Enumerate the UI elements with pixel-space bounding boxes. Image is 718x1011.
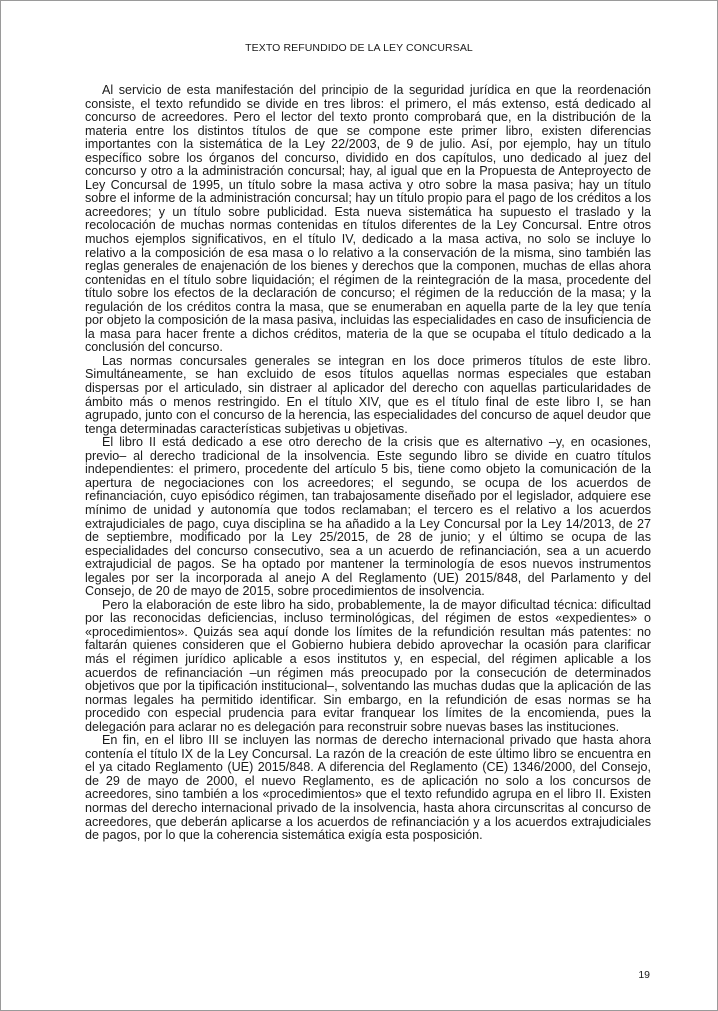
body-text — [85, 84, 651, 843]
paragraph-4: Pero la elaboración de este libro ha sido, probablemente, la de mayor dificultad técnica: dificultad por las reconocidas deficiencias, incluso terminológicas, del régimen de estos «expedientes» o «procedimientos». Quizás sea aquí donde los límites de la refundición resultan más patentes: no faltarán quienes consideren que el Gobierno hubiera debido aprovechar la ocasión para clarificar más el régimen jurídico aplicable a esos institutos y, en especial, del régimen aplicable a los acuerdos de refinanciación –un régimen más preocupado por la consecución de determinados objetivos que por la tipificación institucional–, solventando las muchas dudas que la aplicación de las normas legales ha permitido identificar. Sin embargo, en la refundición de esas normas se ha procedido con especial prudencia para evitar franquear los límites de la encomienda, pues la delegación para aclarar no es delegación para reconstruir sobre nuevas bases las instituciones. — [85, 597, 651, 734]
paragraph-3: El libro II está dedicado a ese otro derecho de la crisis que es alternativo –y, en ocasiones, previo– al derecho tradicional de la insolvencia. Este segundo libro se divide en cuatro títulos independientes: el primero, procedente del artículo 5 bis, tiene como objeto la comunicación de la apertura de negociaciones con los acreedores; el segundo, se ocupa de los acuerdos de refinanciación, cuyo episódico régimen, tan trabajosamente diseñado por el legislador, adquiere ese mínimo de unidad y autonomía que todos reclamaban; el tercero es el relativo a los acuerdos extrajudiciales de pago, cuya disciplina se ha añadido a la Ley Concursal por la Ley 14/2013, de 27 de septiembre, modificado por la Ley 25/2015, de 28 de junio; y el último se ocupa de las especialidades del concurso consecutivo, sea a un acuerdo de refinanciación, sea a un acuerdo extrajudicial de pagos. Se ha optado por mantener la terminología de esos nuevos instrumentos legales por ser la incorporada al anejo A del Reglamento (UE) 2015/848, del Parlamento y del Consejo, de 20 de mayo de 2015, sobre procedimientos de insolvencia. — [85, 435, 651, 599]
paragraph-5: En fin, en el libro III se incluyen las normas de derecho internacional privado que hasta ahora contenía el título IX de la Ley Concursal. La razón de la creación de este último libro se encuentra en el ya citado Reglamento (UE) 2015/848. A diferencia del Reglamento (CE) 1346/2000, del Consejo, de 29 de mayo de 2000, el nuevo Reglamento, es de aplicación no solo a los concursos de acreedores, sino también a los «procedimientos» que el texto refundido agrupa en el libro II. Existen normas del derecho internacional privado de la insolvencia, hasta ahora circunscritas al concurso de acreedores, que deberán aplicarse a los acuerdos de refinanciación y a los acuerdos extrajudiciales de pagos, por lo que la coherencia sistemática exigía esta posposición. — [85, 733, 651, 843]
paragraph-2: Las normas concursales generales se integran en los doce primeros títulos de este libro. Simultáneamente, se han excluido de esos títulos aquellas normas especiales que estaban dispersas por el articulado, sin distraer al aplicador del derecho con aquellas particularidades de ámbito más o menos restringido. En el título XIV, que es el título final de este libro I, se han agrupado, junto con el concurso de la herencia, las especialidades del concurso de aquel deudor que tenga determinadas características subjetivas u objetivas. — [85, 353, 651, 436]
running-header: TEXTO REFUNDIDO DE LA LEY CONCURSAL — [245, 42, 473, 54]
paragraph-1: Al servicio de esta manifestación del principio de la seguridad jurídica en que la reordenación consiste, el texto refundido se divide en tres libros: el primero, el más extenso, está dedicado al concurso de acreedores. Pero el lector del texto pronto comprobará que, en la distribución de la materia entre los distintos títulos de que se compone este primer libro, existen diferencias importantes con la sistemática de la Ley 22/2003, de 9 de julio. Así, por ejemplo, hay un título específico sobre los órganos del concurso, dividido en dos capítulos, uno dedicado al juez del concurso y otro a la administración concursal; hay, al igual que en la Propuesta de Anteproyecto de Ley Concursal de 1995, un título sobre la masa activa y otro sobre la masa pasiva; hay un título sobre el informe de la administración concursal; hay un título propio para el pago de los créditos a los acreedores; y un título sobre publicidad. Esta nueva sistemática ha supuesto el traslado y la recolocación de muchas normas contenidas en títulos diferentes de la Ley Concursal. Entre otros muchos ejemplos significativos, en el título IV, dedicado a la masa activa, no solo se incluye lo relativo a la composición de esa masa o lo relativo a la conservación de la misma, sino también las reglas generales de enajenación de los bienes y derechos que la componen, muchas de ellas ahora contenidas en el título sobre liquidación; el régimen de la reintegración de la masa, procedente del título sobre los efectos de la declaración de concurso; el régimen de la reducción de la masa; y la regulación de los créditos contra la masa, que se enumeraban en aquella parte de la ley que tenía por objeto la composición de la masa pasiva, incluidas las especialidades en caso de insuficiencia de la masa para hacer frente a dichos créditos, materia de la que se ocupaba el título dedicado a la conclusión del concurso. — [85, 83, 651, 355]
page-number: 19 — [638, 969, 650, 981]
